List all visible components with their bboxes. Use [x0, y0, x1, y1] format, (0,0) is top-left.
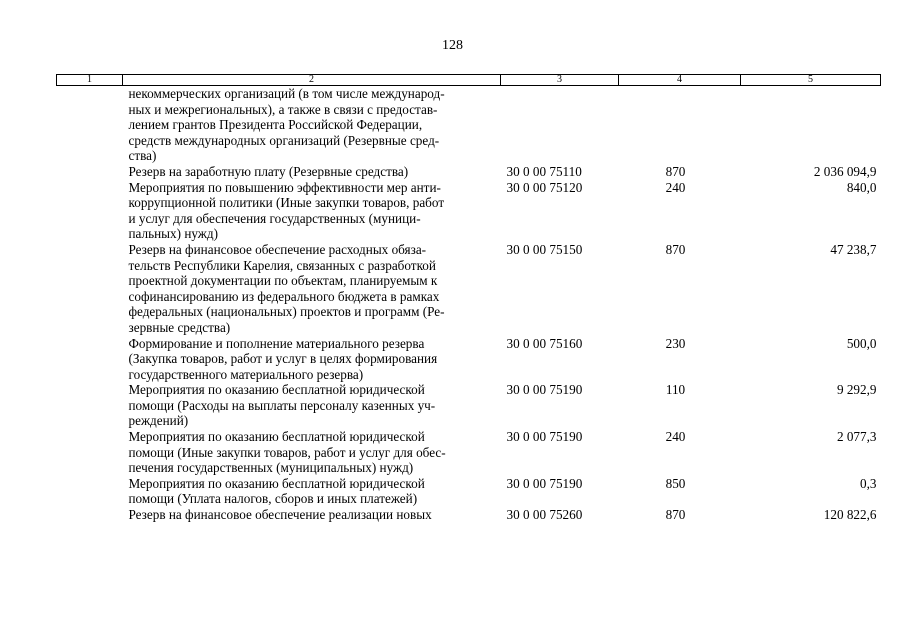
target-code-cell: 30 0 00 75190: [506, 382, 583, 398]
expense-type-cell: [619, 86, 741, 164]
row-number-cell: [57, 164, 123, 180]
expense-type-cell: 850: [665, 475, 686, 491]
target-code-cell: 30 0 00 75120: [506, 179, 583, 195]
target-code-cell: 30 0 00 75190: [506, 475, 583, 491]
amount-cell: 9 292,9: [836, 382, 877, 398]
description-cell: Мероприятия по оказанию бесплатной юридической помощи (Уплата налогов, сборов и иных платежей): [128, 475, 425, 507]
column-header-2: 2: [123, 75, 501, 86]
amount-cell: 120 822,6: [823, 507, 877, 523]
amount-cell: 0,3: [860, 475, 877, 491]
expense-type-cell: 240: [665, 179, 686, 195]
amount-cell: 500,0: [846, 335, 877, 351]
row-number-cell: [57, 382, 123, 429]
table-body: [57, 86, 881, 523]
description-cell: Резерв на заработную плату (Резервные средства): [128, 163, 409, 179]
table-row: [57, 382, 881, 429]
column-header-3: 3: [501, 75, 619, 86]
table-row: [57, 86, 881, 164]
target-code-cell: 30 0 00 75110: [506, 163, 582, 179]
expense-type-cell: 870: [665, 241, 686, 257]
table-header: [57, 75, 881, 86]
expense-type-cell: 230: [665, 335, 686, 351]
table-row: [57, 242, 881, 336]
row-number-cell: [57, 429, 123, 476]
row-number-cell: [57, 180, 123, 242]
amount-cell: 2 036 094,9: [813, 163, 877, 179]
target-code-cell: [501, 86, 619, 164]
row-number-cell: [57, 336, 123, 383]
description-cell: Мероприятия по оказанию бесплатной юридической помощи (Иные закупки товаров, работ и услуг для обес- печения государственных (муниципальных) нужд): [128, 429, 446, 476]
target-code-cell: 30 0 00 75160: [506, 335, 583, 351]
expense-type-cell: 870: [665, 163, 686, 179]
description-cell: Формирование и пополнение материального резерва (Закупка товаров, работ и услуг в целях формирования государственного материального резерва): [128, 335, 438, 382]
description-cell: Резерв на финансовое обеспечение реализации новых: [128, 507, 432, 523]
amount-cell: [741, 86, 881, 164]
row-number-cell: [57, 242, 123, 336]
column-header-1: 1: [57, 75, 123, 86]
table-row: [57, 336, 881, 383]
description-cell: некоммерческих организаций (в том числе международ- ных и межрегиональных), а также в связи с предостав- лением грантов Президента Российской Федерации, средств международных организаций (Резервные сред- ства): [128, 86, 445, 164]
description-cell: Резерв на финансовое обеспечение расходных обяза- тельств Республики Карелия, связанных с разработкой проектной документации по объектам, планируемым к софинансированию из федерального бюджета в рамках федеральных (национальных) проектов и программ (Ре- зервные средства): [128, 241, 445, 335]
table-row: [57, 164, 881, 180]
expense-type-cell: 240: [665, 429, 686, 445]
budget-table: [56, 74, 881, 523]
amount-cell: 840,0: [846, 179, 877, 195]
row-number-cell: [57, 507, 123, 523]
row-number-cell: [57, 476, 123, 507]
amount-cell: 2 077,3: [836, 429, 877, 445]
table-row: [57, 180, 881, 242]
table-row: [57, 476, 881, 507]
description-cell: Мероприятия по повышению эффективности мер анти- коррупционной политики (Иные закупки товаров, работ и услуг для обеспечения государственных (муници- пальных) нужд): [128, 179, 445, 242]
column-header-4: 4: [619, 75, 741, 86]
page-number: 128: [442, 38, 463, 53]
target-code-cell: 30 0 00 75190: [506, 429, 583, 445]
column-header-5: 5: [741, 75, 881, 86]
row-number-cell: [57, 86, 123, 164]
expense-type-cell: 870: [665, 507, 686, 523]
target-code-cell: 30 0 00 75150: [506, 241, 583, 257]
table-row: [57, 429, 881, 476]
expense-type-cell: 110: [665, 382, 686, 398]
target-code-cell: 30 0 00 75260: [506, 507, 583, 523]
table-row: [57, 507, 881, 523]
amount-cell: 47 238,7: [830, 241, 877, 257]
description-cell: Мероприятия по оказанию бесплатной юридической помощи (Расходы на выплаты персоналу казенных уч- реждений): [128, 382, 436, 429]
